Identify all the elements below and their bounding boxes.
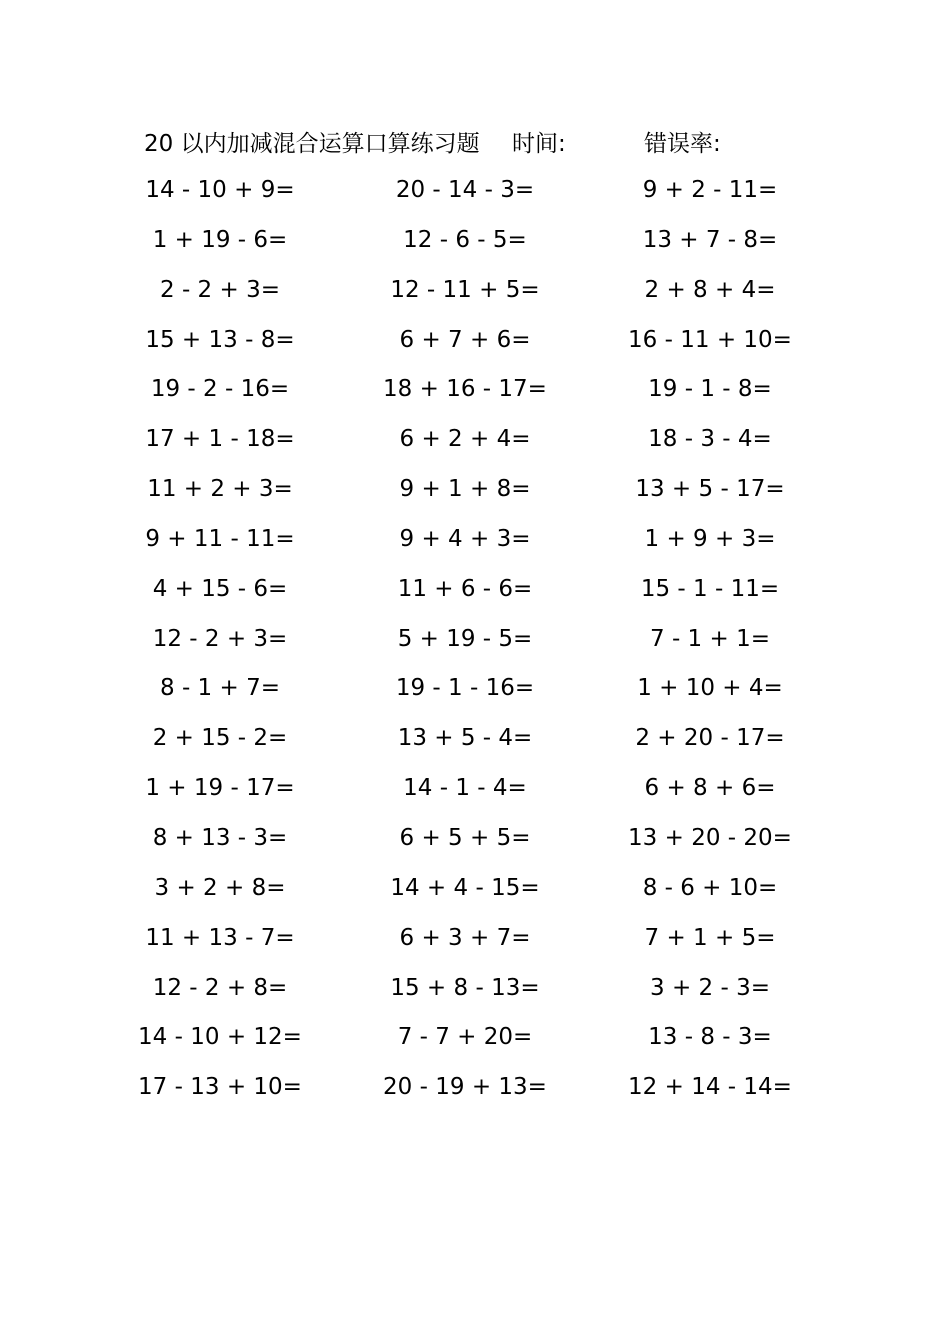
math-problem: 12 - 2 + 8= xyxy=(152,974,288,1001)
problem-row xyxy=(100,714,860,764)
problem-row xyxy=(100,365,860,415)
math-problem: 19 - 1 - 16= xyxy=(395,675,535,702)
math-problem: 6 + 2 + 4= xyxy=(399,426,531,453)
math-problem: 1 + 9 + 3= xyxy=(644,525,776,552)
math-problem: 8 - 6 + 10= xyxy=(642,874,778,901)
math-problem: 12 + 14 - 14= xyxy=(628,1074,792,1101)
math-problem: 12 - 11 + 5= xyxy=(390,276,540,303)
problem-row xyxy=(100,1013,860,1063)
math-problem: 14 - 10 + 12= xyxy=(138,1024,302,1051)
math-problem: 6 + 7 + 6= xyxy=(399,326,531,353)
math-problem: 7 - 7 + 20= xyxy=(397,1024,533,1051)
math-problem: 2 + 8 + 4= xyxy=(644,276,776,303)
math-problem: 5 + 19 - 5= xyxy=(397,625,533,652)
math-problem: 11 + 2 + 3= xyxy=(147,476,293,503)
problem-row xyxy=(100,615,860,665)
math-problem: 9 + 1 + 8= xyxy=(399,476,531,503)
problem-grid xyxy=(100,166,860,1113)
math-problem: 1 + 19 - 6= xyxy=(152,226,288,253)
math-problem: 14 - 10 + 9= xyxy=(145,177,295,203)
math-problem: 6 + 8 + 6= xyxy=(644,775,776,802)
problem-row xyxy=(100,964,860,1014)
math-problem: 12 - 2 + 3= xyxy=(152,625,288,652)
problem-row xyxy=(100,166,860,216)
problem-row xyxy=(100,266,860,316)
math-problem: 19 - 1 - 8= xyxy=(648,376,772,403)
worksheet-header xyxy=(144,124,844,164)
math-problem: 7 - 1 + 1= xyxy=(650,625,770,652)
time-label: 时间: xyxy=(512,131,566,157)
math-problem: 9 + 11 - 11= xyxy=(145,525,295,552)
math-problem: 13 - 8 - 3= xyxy=(648,1024,772,1051)
math-problem: 13 + 20 - 20= xyxy=(628,824,792,851)
math-problem: 18 + 16 - 17= xyxy=(383,376,547,403)
math-problem: 11 + 13 - 7= xyxy=(145,924,295,951)
math-problem: 17 + 1 - 18= xyxy=(145,426,295,453)
problem-row xyxy=(100,565,860,615)
math-problem: 2 + 20 - 17= xyxy=(635,725,785,752)
math-problem: 17 - 13 + 10= xyxy=(138,1074,302,1101)
problem-row xyxy=(100,415,860,465)
math-problem: 9 + 4 + 3= xyxy=(399,525,531,552)
problem-row xyxy=(100,664,860,714)
math-problem: 2 + 15 - 2= xyxy=(152,725,288,752)
math-problem: 4 + 15 - 6= xyxy=(152,575,288,602)
math-problem: 6 + 3 + 7= xyxy=(399,924,531,951)
math-problem: 1 + 19 - 17= xyxy=(145,775,295,802)
math-problem: 1 + 10 + 4= xyxy=(637,675,783,702)
math-problem: 20 - 19 + 13= xyxy=(383,1074,547,1101)
error-rate-label: 错误率: xyxy=(644,131,721,157)
math-problem: 3 + 2 - 3= xyxy=(650,974,770,1001)
math-problem: 3 + 2 + 8= xyxy=(154,874,286,901)
worksheet-title: 20 以内加减混合运算口算练习题 xyxy=(144,131,480,157)
math-problem: 15 + 8 - 13= xyxy=(390,974,540,1001)
math-problem: 13 + 5 - 17= xyxy=(635,476,785,503)
math-problem: 7 + 1 + 5= xyxy=(644,924,776,951)
problem-row xyxy=(100,515,860,565)
math-problem: 13 + 5 - 4= xyxy=(397,725,533,752)
math-problem: 6 + 5 + 5= xyxy=(399,824,531,851)
math-problem: 9 + 2 - 11= xyxy=(642,177,778,203)
problem-row xyxy=(100,316,860,366)
math-problem: 14 - 1 - 4= xyxy=(403,775,527,802)
math-problem: 12 - 6 - 5= xyxy=(403,226,527,253)
math-problem: 16 - 11 + 10= xyxy=(628,326,792,353)
math-problem: 20 - 14 - 3= xyxy=(395,177,535,203)
problem-row xyxy=(100,465,860,515)
math-problem: 19 - 2 - 16= xyxy=(150,376,290,403)
problem-row xyxy=(100,814,860,864)
math-problem: 8 - 1 + 7= xyxy=(160,675,280,702)
math-problem: 2 - 2 + 3= xyxy=(160,276,280,303)
problem-row xyxy=(100,216,860,266)
problem-row xyxy=(100,864,860,914)
math-problem: 15 - 1 - 11= xyxy=(640,575,780,602)
problem-row xyxy=(100,1063,860,1113)
math-problem: 14 + 4 - 15= xyxy=(390,874,540,901)
math-problem: 8 + 13 - 3= xyxy=(152,824,288,851)
math-problem: 18 - 3 - 4= xyxy=(648,426,772,453)
problem-row xyxy=(100,914,860,964)
math-problem: 15 + 13 - 8= xyxy=(145,326,295,353)
problem-row xyxy=(100,764,860,814)
math-problem: 11 + 6 - 6= xyxy=(397,575,533,602)
math-problem: 13 + 7 - 8= xyxy=(642,226,778,253)
